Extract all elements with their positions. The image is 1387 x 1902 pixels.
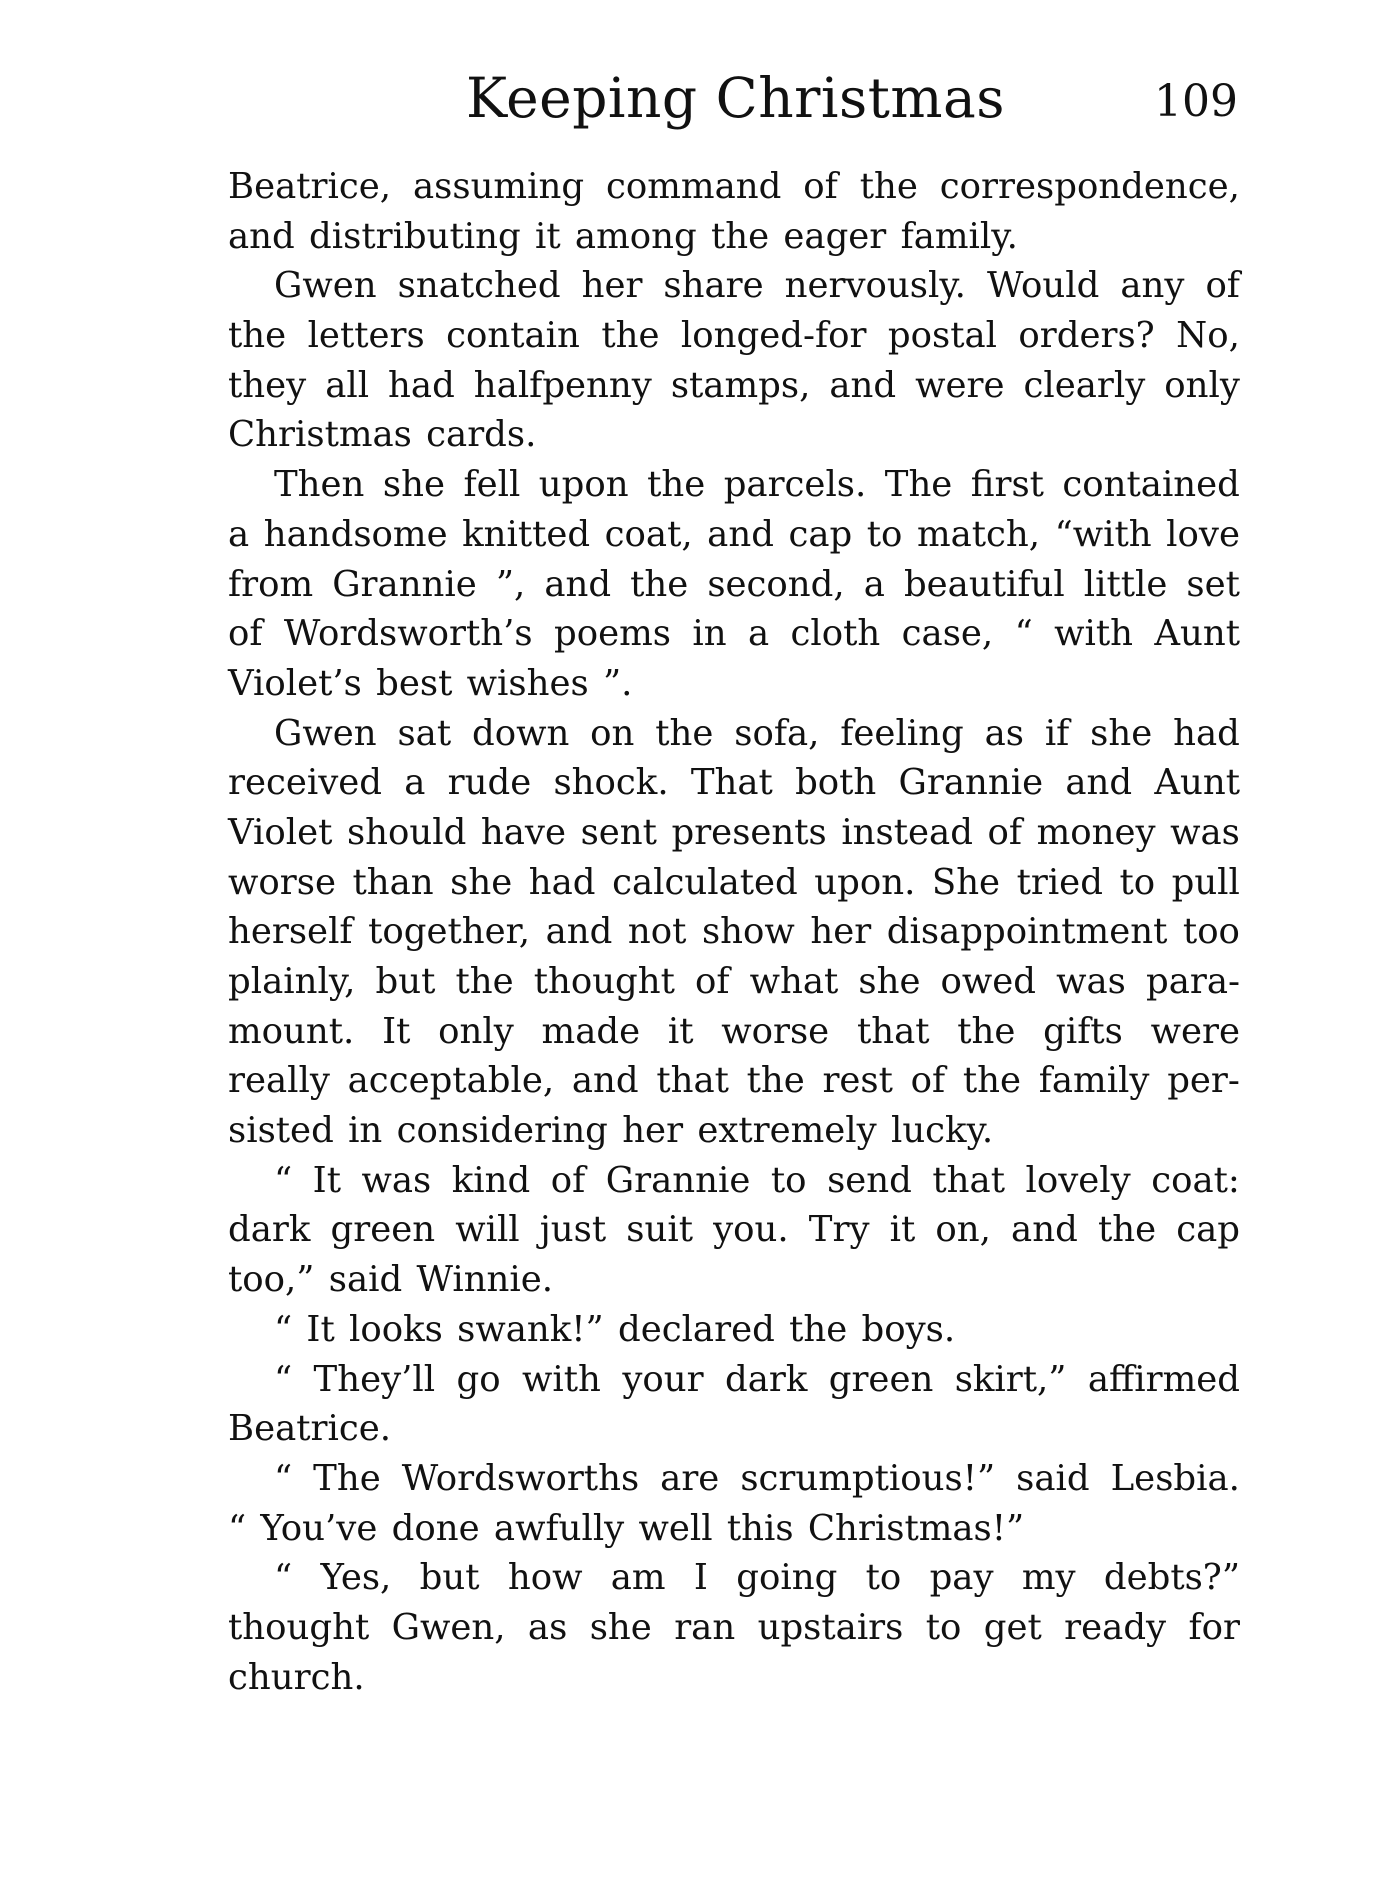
word: was bbox=[361, 1159, 432, 1201]
word: for bbox=[1188, 1606, 1240, 1648]
word: assuming bbox=[412, 166, 585, 207]
word: Grannie bbox=[605, 1159, 751, 1201]
word: Grannie bbox=[332, 563, 477, 605]
word: was bbox=[1170, 811, 1240, 853]
word: she bbox=[382, 464, 445, 506]
word: ”, bbox=[495, 563, 526, 605]
word: upstairs bbox=[757, 1606, 904, 1648]
text-line bbox=[228, 1156, 1240, 1206]
word: as bbox=[527, 1606, 568, 1648]
word: the bbox=[630, 563, 689, 605]
word: Yes, bbox=[320, 1557, 392, 1599]
word: but bbox=[375, 961, 436, 1002]
word: too bbox=[1182, 911, 1240, 953]
word: acceptable, bbox=[347, 1060, 555, 1102]
word: coat: bbox=[1151, 1159, 1240, 1201]
word: herself bbox=[228, 911, 353, 953]
word: show bbox=[701, 911, 795, 953]
word: had bbox=[388, 364, 455, 406]
word: The bbox=[884, 464, 953, 506]
word: I bbox=[693, 1557, 708, 1599]
page-number: 109 bbox=[1154, 76, 1238, 127]
word: were bbox=[915, 364, 1005, 406]
word: coat, bbox=[604, 513, 693, 555]
word: and bbox=[545, 911, 613, 953]
word: and bbox=[707, 513, 774, 555]
text-line: Christmas cards. bbox=[228, 414, 537, 456]
word: “ bbox=[274, 1358, 293, 1400]
text-line bbox=[228, 1205, 1240, 1255]
word: your bbox=[622, 1358, 704, 1400]
word: to bbox=[866, 513, 903, 555]
word: the bbox=[655, 712, 714, 754]
word: and bbox=[544, 563, 612, 605]
word: really bbox=[228, 1060, 330, 1102]
word: and bbox=[829, 364, 897, 406]
word: will bbox=[455, 1209, 520, 1251]
word: on, bbox=[935, 1209, 991, 1251]
word: Aunt bbox=[1154, 613, 1240, 655]
word: share bbox=[663, 265, 764, 307]
word: a bbox=[863, 563, 885, 605]
text-line bbox=[228, 311, 1240, 361]
text-line bbox=[228, 1007, 1240, 1057]
word: para- bbox=[1145, 961, 1240, 1002]
word: was bbox=[1056, 961, 1126, 1002]
text-line bbox=[228, 907, 1240, 957]
word: cap bbox=[788, 513, 853, 555]
word: on bbox=[590, 712, 635, 754]
word: green bbox=[828, 1358, 934, 1400]
word: Then bbox=[274, 464, 365, 506]
word: to bbox=[770, 1159, 807, 1201]
word: her bbox=[581, 265, 643, 307]
text-line bbox=[228, 361, 1240, 411]
text-line: too,” said Winnie. bbox=[228, 1259, 554, 1301]
word: in bbox=[692, 613, 727, 655]
running-title: Keeping Christmas bbox=[466, 66, 1006, 130]
word: owed bbox=[940, 961, 1037, 1002]
word: that bbox=[932, 1159, 1005, 1201]
word: received bbox=[228, 762, 383, 804]
word: presents bbox=[671, 811, 827, 853]
word: that bbox=[856, 1010, 930, 1052]
word: all bbox=[325, 364, 370, 406]
word: skirt,” bbox=[954, 1358, 1067, 1400]
word: nervously. bbox=[784, 265, 966, 307]
word: ready bbox=[1064, 1606, 1167, 1648]
word: clearly bbox=[1023, 364, 1146, 406]
word: “with bbox=[1054, 513, 1152, 555]
word: mount. bbox=[228, 1010, 355, 1052]
word: dark bbox=[228, 1209, 311, 1251]
word: had bbox=[1173, 712, 1240, 754]
word: Beatrice, bbox=[228, 166, 392, 207]
word: her bbox=[810, 911, 872, 953]
word: parcels. bbox=[723, 464, 867, 506]
word: should bbox=[346, 811, 467, 853]
word: It bbox=[312, 1159, 341, 1201]
word: she bbox=[858, 961, 921, 1002]
word: Gwen bbox=[274, 712, 377, 754]
word: she bbox=[589, 1606, 652, 1648]
word: tried bbox=[1016, 861, 1103, 903]
word: from bbox=[228, 563, 314, 605]
word: the bbox=[859, 166, 918, 207]
word: Lesbia. bbox=[1110, 1457, 1240, 1499]
word: are bbox=[660, 1457, 720, 1499]
word: She bbox=[931, 861, 1001, 903]
word: am bbox=[610, 1557, 666, 1599]
word: kind bbox=[451, 1159, 531, 1201]
word: down bbox=[471, 712, 570, 754]
word: thought bbox=[533, 961, 675, 1002]
word: Gwen bbox=[274, 265, 377, 307]
text-line bbox=[228, 1603, 1240, 1653]
word: little bbox=[1083, 563, 1168, 605]
word: together, bbox=[368, 911, 530, 953]
word: a bbox=[747, 613, 770, 655]
word: a bbox=[404, 762, 426, 804]
word: only bbox=[1164, 364, 1240, 406]
word: second, bbox=[707, 563, 845, 605]
word: gifts bbox=[1043, 1010, 1123, 1052]
word: ran bbox=[674, 1606, 736, 1648]
word: “ bbox=[274, 1159, 293, 1201]
word: cloth bbox=[790, 613, 881, 655]
word: what bbox=[749, 961, 839, 1002]
text-line: Beatrice. bbox=[228, 1408, 392, 1450]
word: They’ll bbox=[313, 1358, 436, 1400]
text-line bbox=[228, 460, 1240, 510]
word: the bbox=[1097, 1209, 1157, 1251]
word: and bbox=[1011, 1209, 1078, 1251]
word: lovely bbox=[1025, 1159, 1131, 1201]
text-line bbox=[228, 560, 1240, 610]
word: first bbox=[970, 464, 1044, 506]
word: love bbox=[1166, 513, 1240, 555]
word: of bbox=[1205, 265, 1240, 307]
word: Wordsworths bbox=[401, 1457, 640, 1499]
word: just bbox=[539, 1209, 607, 1251]
word: worse bbox=[228, 861, 336, 903]
text-line bbox=[228, 162, 1240, 212]
word: go bbox=[456, 1358, 501, 1400]
word: of bbox=[228, 613, 263, 655]
word: postal bbox=[887, 315, 997, 357]
text-line: Violet’s best wishes ”. bbox=[228, 662, 633, 704]
word: and bbox=[1065, 762, 1133, 804]
text-line bbox=[228, 1454, 1240, 1504]
word: Violet bbox=[228, 811, 333, 853]
word: as bbox=[984, 712, 1024, 754]
word: correspondence, bbox=[939, 166, 1240, 207]
word: of bbox=[695, 961, 730, 1002]
text-line bbox=[228, 1355, 1240, 1405]
word: only bbox=[438, 1010, 514, 1052]
word: of bbox=[987, 811, 1023, 853]
word: any bbox=[1120, 265, 1185, 307]
word: but bbox=[419, 1557, 480, 1599]
text-line bbox=[228, 1056, 1240, 1106]
word: Aunt bbox=[1154, 762, 1240, 804]
word: said bbox=[1016, 1457, 1090, 1499]
word: not bbox=[627, 911, 687, 953]
text-line bbox=[228, 709, 1240, 759]
word: the bbox=[228, 315, 287, 357]
text-line bbox=[228, 758, 1240, 808]
word: dark bbox=[724, 1358, 808, 1400]
text-line bbox=[228, 858, 1240, 908]
word: longed-for bbox=[680, 315, 867, 357]
word: you. bbox=[713, 1209, 789, 1251]
word: Gwen, bbox=[391, 1606, 506, 1648]
word: of bbox=[910, 1060, 946, 1102]
word: they bbox=[228, 364, 307, 406]
word: get bbox=[983, 1606, 1042, 1648]
word: worse bbox=[721, 1010, 830, 1052]
word: feeling bbox=[840, 712, 964, 754]
word: the bbox=[647, 464, 706, 506]
word: money bbox=[1036, 811, 1156, 853]
text-line bbox=[228, 957, 1240, 1007]
word: knitted bbox=[462, 513, 591, 555]
word: stamps, bbox=[670, 364, 811, 406]
word: of bbox=[550, 1159, 586, 1201]
word: It bbox=[382, 1010, 411, 1052]
word: with bbox=[1054, 613, 1133, 655]
word: green bbox=[330, 1209, 436, 1251]
word: had bbox=[528, 861, 596, 903]
word: affirmed bbox=[1087, 1358, 1240, 1400]
word: of bbox=[803, 166, 838, 207]
word: disappointment bbox=[886, 911, 1168, 953]
word: The bbox=[313, 1457, 381, 1499]
word: upon. bbox=[814, 861, 916, 903]
word: poems bbox=[554, 613, 671, 655]
word: how bbox=[507, 1557, 583, 1599]
word: calculated bbox=[612, 861, 798, 903]
word: my bbox=[1021, 1557, 1076, 1599]
word: with bbox=[522, 1358, 601, 1400]
text-line bbox=[228, 510, 1240, 560]
word: set bbox=[1186, 563, 1240, 605]
word: than bbox=[352, 861, 434, 903]
word: it bbox=[889, 1209, 916, 1251]
word: contain bbox=[446, 315, 580, 357]
text-line bbox=[228, 808, 1240, 858]
word: sent bbox=[580, 811, 657, 853]
word: both bbox=[795, 762, 877, 804]
word: were bbox=[1150, 1010, 1240, 1052]
word: “ bbox=[1014, 613, 1033, 655]
word: and bbox=[571, 1060, 639, 1102]
word: No, bbox=[1176, 315, 1240, 357]
word: send bbox=[827, 1159, 912, 1201]
word: the bbox=[601, 315, 660, 357]
word: command bbox=[605, 166, 782, 207]
word: that bbox=[656, 1060, 729, 1102]
text-line: sisted in considering her extremely lucky. bbox=[228, 1110, 994, 1152]
word: a bbox=[228, 513, 250, 555]
word: Would bbox=[986, 265, 1100, 307]
word: cap bbox=[1176, 1209, 1240, 1251]
text-line: “ It looks swank!” declared the boys. bbox=[274, 1308, 956, 1350]
body-text bbox=[228, 162, 1240, 1702]
text-line bbox=[228, 609, 1240, 659]
word: “ bbox=[274, 1457, 293, 1499]
word: Wordsworth’s bbox=[283, 613, 533, 655]
word: beautiful bbox=[903, 563, 1065, 605]
word: made bbox=[541, 1010, 641, 1052]
word: per- bbox=[1167, 1060, 1240, 1102]
word: if bbox=[1044, 712, 1070, 754]
word: to bbox=[865, 1557, 902, 1599]
word: the bbox=[746, 1060, 805, 1102]
word: upon bbox=[538, 464, 629, 506]
word: instead bbox=[841, 811, 973, 853]
word: sat bbox=[397, 712, 452, 754]
word: sofa, bbox=[734, 712, 820, 754]
word: to bbox=[925, 1606, 962, 1648]
word: the bbox=[962, 1060, 1022, 1102]
text-line bbox=[228, 1553, 1240, 1603]
text-line bbox=[228, 261, 1240, 311]
word: she bbox=[450, 861, 513, 903]
word: to bbox=[1119, 861, 1156, 903]
word: handsome bbox=[263, 513, 448, 555]
word: contained bbox=[1062, 464, 1240, 506]
word: she bbox=[1090, 712, 1153, 754]
word: rest bbox=[822, 1060, 893, 1102]
word: the bbox=[455, 961, 514, 1002]
word: halfpenny bbox=[473, 364, 652, 406]
word: scrumptious!” bbox=[740, 1457, 996, 1499]
word: orders? bbox=[1018, 315, 1155, 357]
word: it bbox=[667, 1010, 694, 1052]
text-line: church. bbox=[228, 1656, 365, 1698]
word: going bbox=[736, 1557, 838, 1599]
word: plainly, bbox=[228, 961, 356, 1002]
word: snatched bbox=[397, 265, 561, 307]
word: Try bbox=[808, 1209, 870, 1251]
running-head bbox=[228, 58, 1238, 138]
word: Grannie bbox=[898, 762, 1044, 804]
word: pay bbox=[929, 1557, 994, 1599]
word: debts?” bbox=[1103, 1557, 1240, 1599]
word: the bbox=[957, 1010, 1016, 1052]
word: “ bbox=[274, 1557, 293, 1599]
text-line: “ You’ve done awfully well this Christmas!” bbox=[228, 1507, 1025, 1549]
word: have bbox=[480, 811, 566, 853]
word: That bbox=[690, 762, 773, 804]
word: match, bbox=[916, 513, 1041, 555]
word: case, bbox=[901, 613, 994, 655]
word: family bbox=[1038, 1060, 1150, 1102]
word: pull bbox=[1171, 861, 1240, 903]
word: rude bbox=[447, 762, 532, 804]
word: shock. bbox=[553, 762, 669, 804]
word: fell bbox=[463, 464, 521, 506]
word: letters bbox=[307, 315, 425, 357]
word: suit bbox=[626, 1209, 693, 1251]
text-line: and distributing it among the eager family. bbox=[228, 215, 1018, 257]
word: thought bbox=[228, 1606, 370, 1648]
